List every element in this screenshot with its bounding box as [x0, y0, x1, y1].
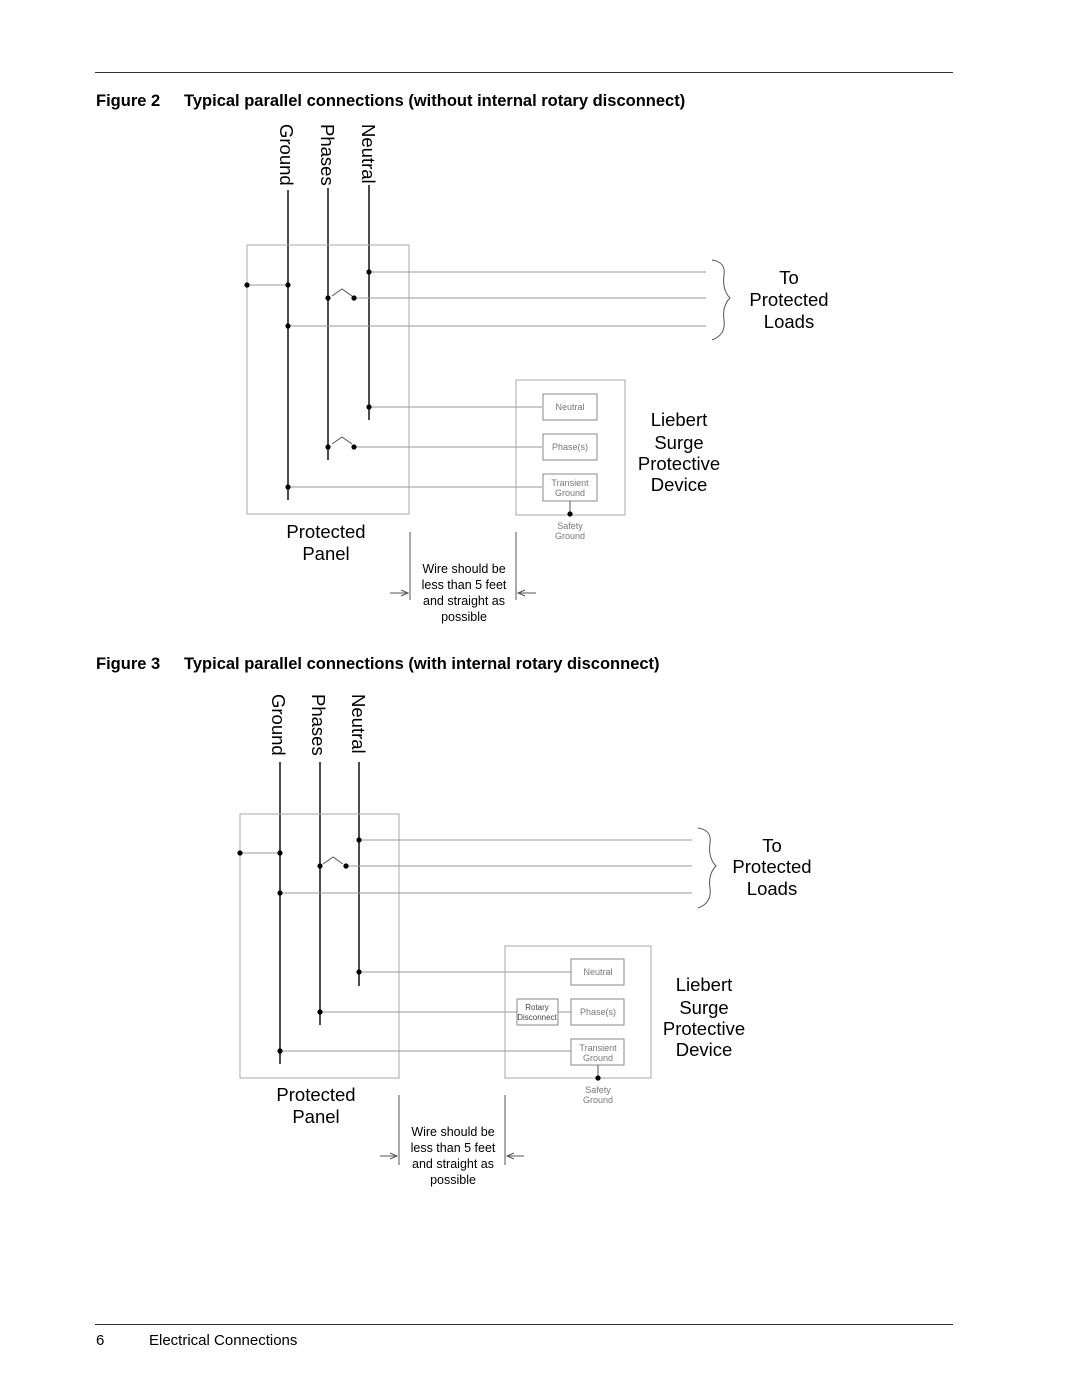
device-line-4: Device — [675, 1039, 733, 1060]
panel-line-2: Panel — [292, 1106, 340, 1127]
panel-line-2: Panel — [302, 543, 350, 564]
device-line-4: Device — [650, 474, 708, 495]
to-loads-line-1: To — [762, 835, 782, 856]
device-line-2: Surge — [679, 997, 729, 1018]
to-loads-line-1: To — [779, 267, 799, 288]
to-loads-line-2: Protected — [749, 289, 829, 310]
wire-note-2: less than 5 feet — [410, 1141, 496, 1155]
device-line-1: Liebert — [675, 974, 733, 995]
figure-2-title: Typical parallel connections (without internal rotary disconnect) — [184, 92, 686, 110]
rotary-label-2: Disconnect — [517, 1013, 557, 1022]
figure-3-title: Typical parallel connections (with internal rotary disconnect) — [184, 655, 660, 673]
panel-line-1: Protected — [286, 521, 366, 542]
footer-rule — [95, 1324, 953, 1325]
wire-note-3: and straight as — [423, 594, 505, 608]
ground-label — [268, 694, 289, 756]
transient-label-1: Transient — [551, 478, 589, 488]
svg-text:Neutral: Neutral — [348, 694, 369, 754]
figure-2-number: Figure 2 — [96, 92, 161, 110]
wire-note-4: possible — [441, 610, 487, 624]
wire-note-3: and straight as — [412, 1157, 494, 1171]
phase-terminal-label: Phase(s) — [551, 442, 589, 452]
safety-ground-label-1: Safety — [557, 521, 583, 531]
safety-ground-label-1: Safety — [585, 1085, 611, 1095]
to-loads-line-2: Protected — [732, 856, 812, 877]
phase-terminal-label: Phase(s) — [579, 1007, 617, 1017]
section-title: Electrical Connections — [149, 1332, 298, 1349]
safety-ground-label-2: Ground — [582, 1095, 614, 1105]
device-line-3: Protective — [637, 453, 721, 474]
figure-3-number: Figure 3 — [96, 655, 161, 673]
to-loads-line-3: Loads — [763, 311, 815, 332]
loads-brace — [698, 828, 716, 908]
panel-line-1: Protected — [276, 1084, 356, 1105]
wire-note-2: less than 5 feet — [421, 578, 507, 592]
neutral-terminal-label: Neutral — [555, 402, 585, 412]
rotary-label-1: Rotary — [525, 1003, 549, 1012]
svg-text:Phases: Phases — [308, 694, 329, 756]
junction-dots — [237, 837, 600, 1080]
breaker-symbol — [323, 857, 343, 864]
page-number: 6 — [96, 1332, 105, 1349]
transient-label-1: Transient — [579, 1043, 617, 1053]
wire-note-1: Wire should be — [422, 562, 506, 576]
wire-note-1: Wire should be — [411, 1125, 495, 1139]
svg-text:Ground: Ground — [268, 694, 289, 756]
wire-note-4: possible — [430, 1173, 476, 1187]
spd-box — [505, 946, 651, 1078]
device-line-3: Protective — [662, 1018, 746, 1039]
neutral-terminal-label: Neutral — [583, 967, 613, 977]
transient-label-2: Ground — [554, 488, 586, 498]
transient-label-2: Ground — [582, 1053, 614, 1063]
device-line-2: Surge — [654, 432, 704, 453]
to-loads-line-3: Loads — [746, 878, 798, 899]
phases-label — [308, 694, 329, 756]
safety-ground-label-2: Ground — [554, 531, 586, 541]
svg-text:Neutral: Neutral — [358, 124, 379, 184]
svg-text:Phases: Phases — [317, 124, 338, 186]
neutral-label — [348, 694, 369, 754]
svg-text:Ground: Ground — [276, 124, 297, 186]
device-line-1: Liebert — [650, 409, 708, 430]
